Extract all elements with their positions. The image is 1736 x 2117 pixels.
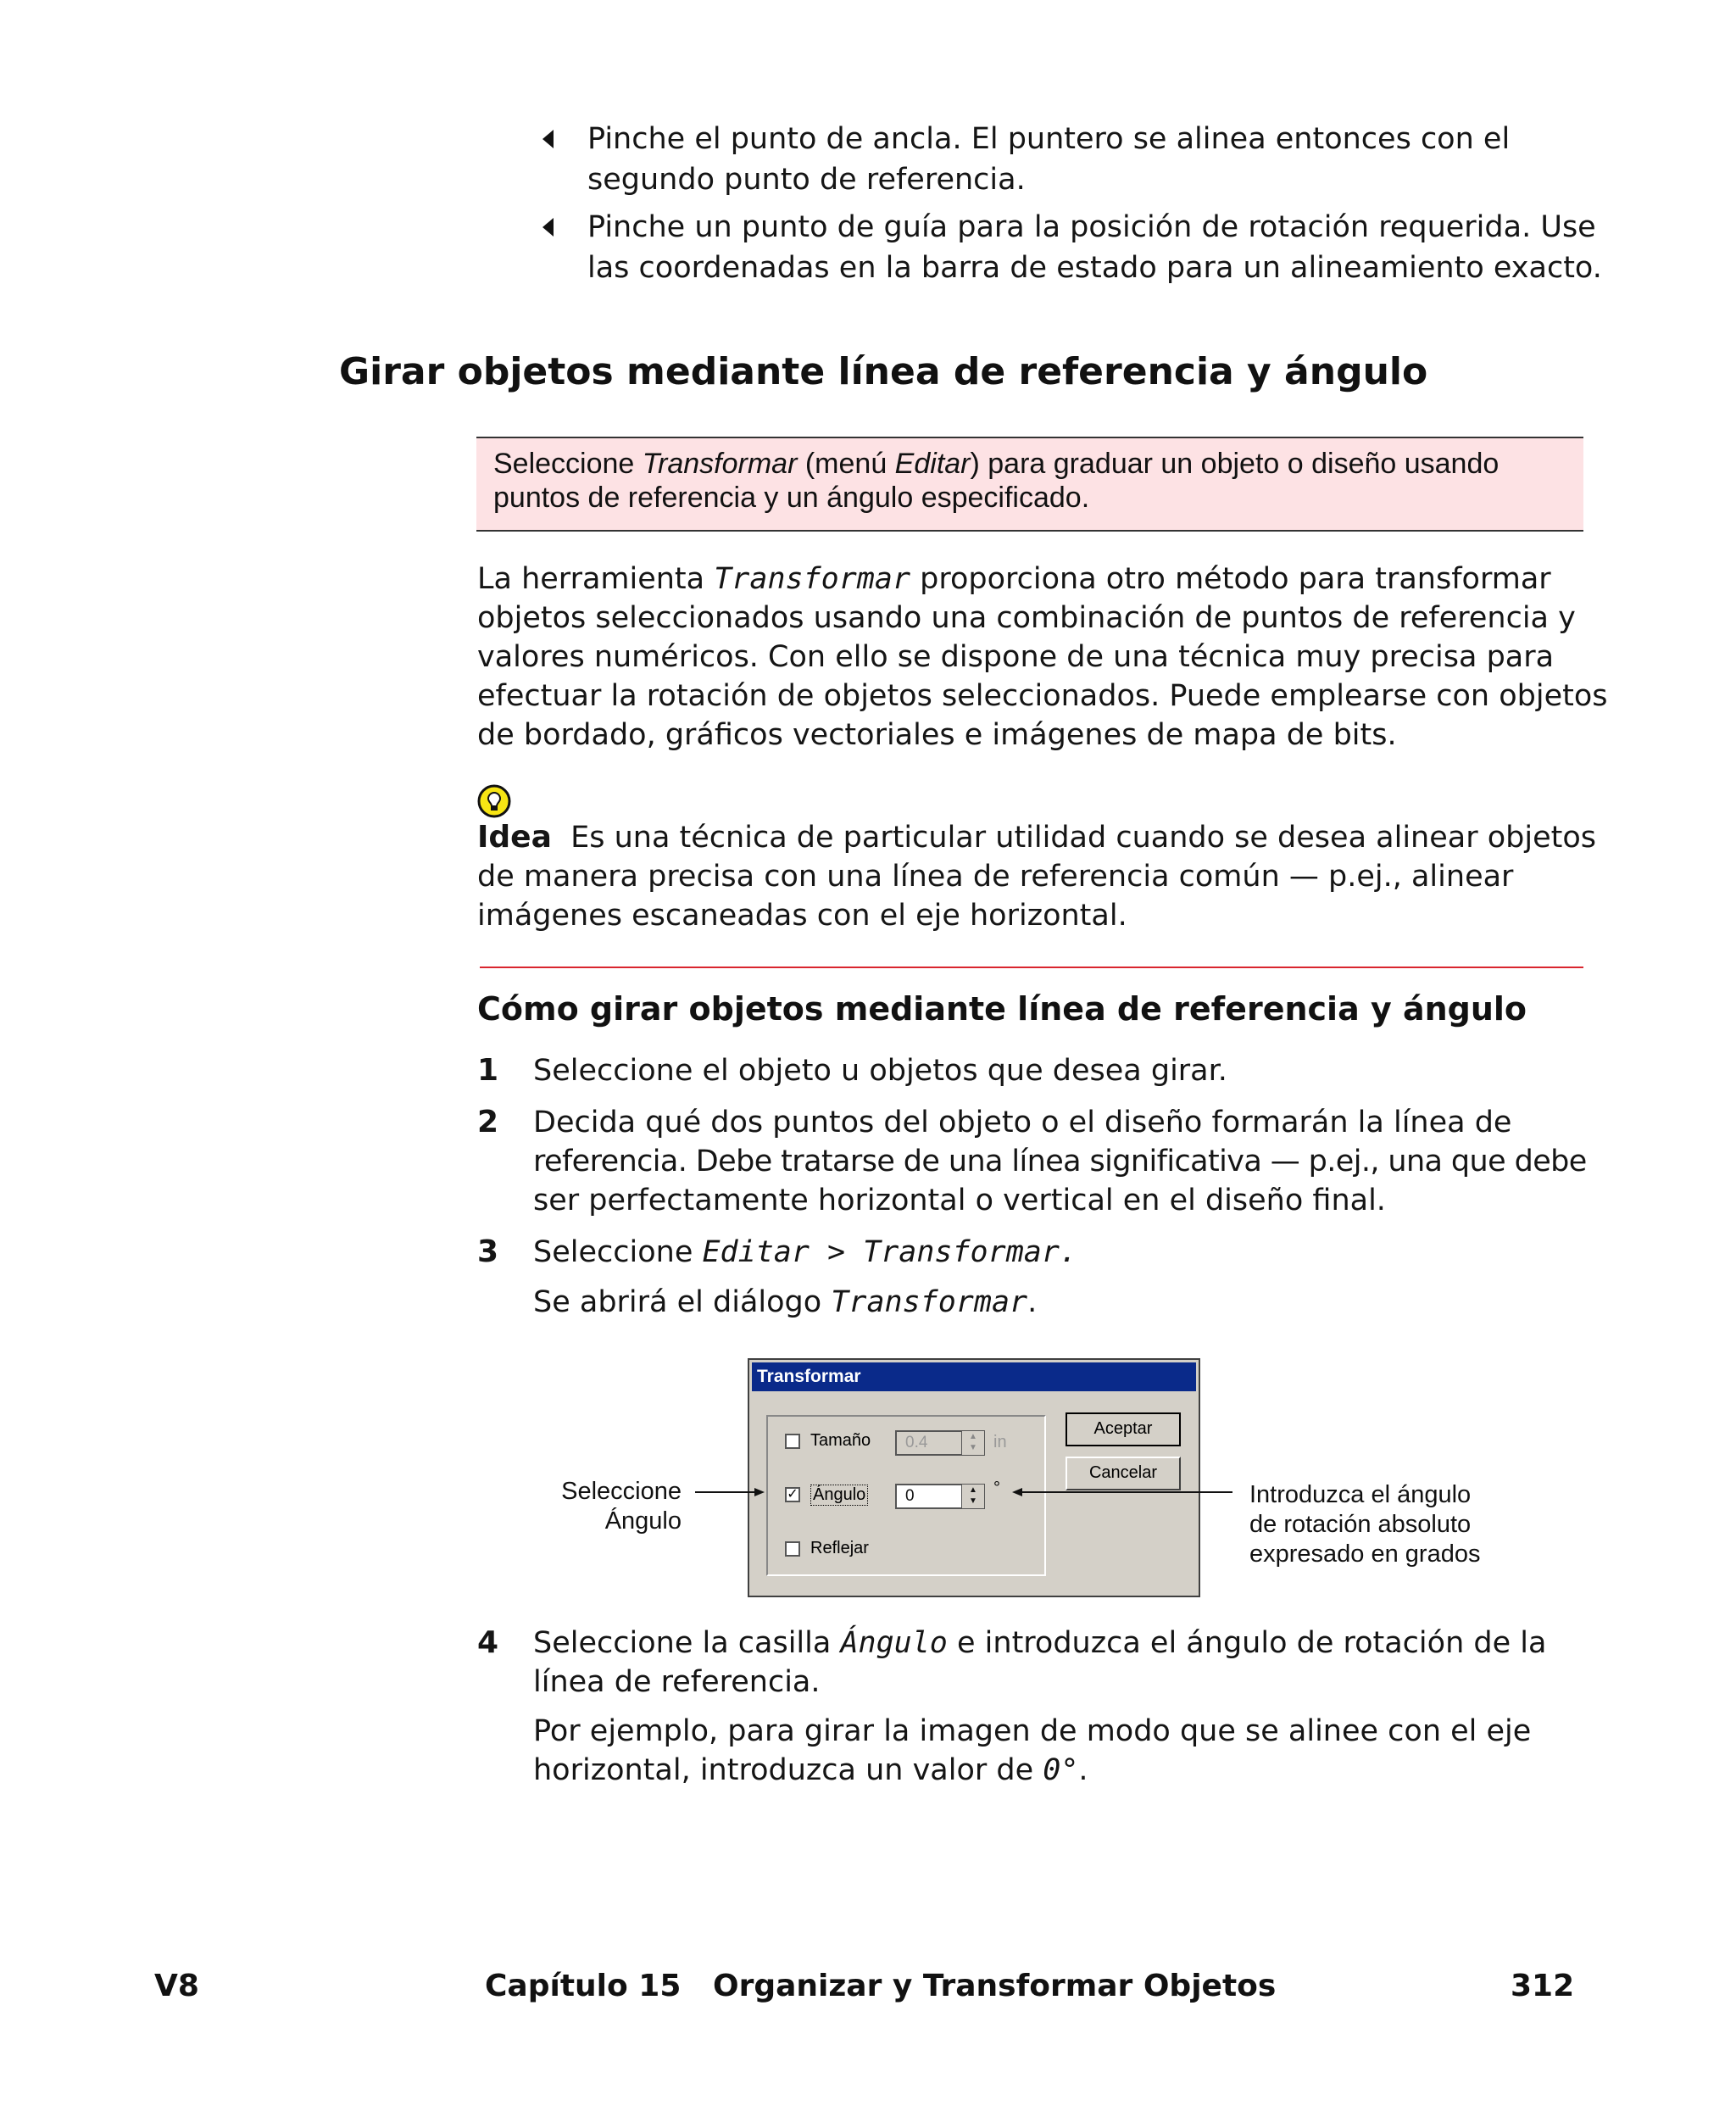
callout-left: [509, 1477, 682, 1536]
size-label: Tamaño: [810, 1431, 871, 1450]
intro-italic-tool: Transformar: [714, 562, 911, 596]
step-text-plain: horizontal, introduzca un valor de: [533, 1753, 1043, 1787]
footer-page-number: 312: [1511, 1969, 1575, 2003]
step-number: 4: [477, 1625, 499, 1660]
angle-spinner[interactable]: ▲ ▼: [961, 1484, 985, 1509]
callout-left-line: Seleccione: [561, 1478, 682, 1505]
note-box: [476, 437, 1583, 532]
intro-line: objetos seleccionados usando una combinación de puntos de referencia y: [477, 601, 1576, 635]
step-line: Por ejemplo, para girar la imagen de modo que se alinee con el eje: [533, 1714, 1532, 1748]
idea-line: [477, 818, 1596, 857]
step-1: [477, 1051, 1605, 1090]
angle-label: Ángulo: [810, 1485, 868, 1506]
step-text-plain: .: [1027, 1285, 1038, 1319]
idea-line: de manera precisa con una línea de referencia común — p.ej., alinear: [477, 860, 1514, 894]
size-input[interactable]: 0.4: [895, 1430, 963, 1456]
howto-title: Cómo girar objetos mediante línea de referencia y ángulo: [477, 990, 1527, 1028]
note-italic-transformar: Transformar: [642, 448, 798, 480]
callout-right: [1249, 1480, 1480, 1569]
intro-text: proporciona otro método para transformar: [910, 562, 1551, 596]
note-italic-editar: Editar: [894, 448, 971, 480]
step-text-plain: Seleccione: [533, 1235, 703, 1269]
size-checkbox[interactable]: [785, 1434, 800, 1449]
footer-chapter: Capítulo 15 Organizar y Transformar Objetos: [485, 1969, 1277, 2003]
step-line: [533, 1751, 1593, 1790]
step-line: [533, 1233, 1593, 1272]
footer-version: V8: [154, 1969, 199, 2003]
step-line: [533, 1283, 1593, 1322]
callout-left-line: Ángulo: [604, 1507, 682, 1535]
step-4: [477, 1624, 1605, 1793]
bullet-arrow-icon: [542, 218, 554, 237]
step-line: referencia. Debe tratarse de una línea significativa — p.ej., una que debe: [533, 1145, 1587, 1178]
transform-dialog: [748, 1358, 1200, 1597]
bullet-text-line: segundo punto de referencia.: [587, 163, 1026, 197]
callout-right-line: de rotación absoluto: [1249, 1511, 1472, 1538]
idea-line: imágenes escaneadas con el eje horizontal.: [477, 899, 1127, 933]
note-text: ) para graduar un objeto o diseño usando: [970, 448, 1500, 480]
note-line-2: puntos de referencia y un ángulo especificado.: [493, 482, 1090, 514]
bullet-text-line: las coordenadas en la barra de estado para un alineamiento exacto.: [587, 251, 1602, 285]
angle-checkbox[interactable]: ✓: [785, 1487, 800, 1502]
angle-input[interactable]: 0: [895, 1484, 963, 1509]
note-text: (menú: [797, 448, 895, 480]
intro-line: de bordado, gráficos vectoriales e imágenes de mapa de bits.: [477, 718, 1397, 752]
step-italic-dialog: Transformar: [831, 1285, 1028, 1319]
step-line: línea de referencia.: [533, 1665, 821, 1699]
angle-unit: °: [993, 1479, 1000, 1497]
intro-line: [477, 560, 1596, 599]
step-text: [533, 1233, 1593, 1322]
idea-text: Es una técnica de particular utilidad cuando se desea alinear objetos: [570, 821, 1596, 855]
cancel-button[interactable]: Cancelar: [1066, 1457, 1181, 1490]
step-text: [533, 1624, 1593, 1790]
step-text: [533, 1103, 1593, 1220]
intro-paragraph: [477, 560, 1608, 755]
idea-label: Idea: [477, 820, 552, 855]
step-number: 3: [477, 1234, 499, 1269]
callout-arrows: [687, 1479, 1238, 1505]
section-title: Girar objetos mediante línea de referencia y ángulo: [339, 350, 1428, 393]
mirror-label: Reflejar: [810, 1539, 869, 1557]
mirror-checkbox[interactable]: [785, 1541, 800, 1557]
step-text-plain: .: [1078, 1753, 1088, 1787]
size-unit: in: [993, 1433, 1007, 1451]
note-text: Seleccione: [493, 448, 643, 480]
intro-line: valores numéricos. Con ello se dispone de una técnica muy precisa para: [477, 640, 1555, 674]
bullet-item: [542, 120, 1611, 201]
step-text-plain: Seleccione la casilla: [533, 1626, 841, 1660]
step-2: [477, 1103, 1605, 1222]
section-divider: [480, 967, 1583, 968]
step-text-plain: Se abrirá el diálogo: [533, 1285, 832, 1319]
step-3: [477, 1233, 1605, 1326]
size-spinner[interactable]: ▲ ▼: [961, 1430, 985, 1456]
step-menu-path: Editar > Transformar.: [702, 1235, 1077, 1269]
callout-right-line: Introduzca el ángulo: [1249, 1481, 1472, 1508]
lightbulb-icon: [477, 784, 511, 822]
step-line: ser perfectamente horizontal o vertical en el diseño final.: [533, 1184, 1386, 1217]
bullet-arrow-icon: [542, 130, 554, 148]
step-text-plain: e introduzca el ángulo de rotación de la: [947, 1626, 1547, 1660]
bullet-item: [542, 208, 1611, 289]
intro-text: La herramienta: [477, 562, 715, 596]
step-italic-angle: Ángulo: [840, 1626, 948, 1660]
idea-paragraph: [477, 818, 1596, 935]
step-italic-value: 0°: [1043, 1753, 1079, 1787]
step-text: Seleccione el objeto u objetos que desea girar.: [533, 1054, 1227, 1088]
bullet-text-line: Pinche el punto de ancla. El puntero se alinea entonces con el: [587, 122, 1511, 156]
dialog-title: Transformar: [752, 1362, 1196, 1391]
note-line-1: [493, 447, 1566, 481]
callout-right-line: expresado en grados: [1249, 1540, 1481, 1568]
intro-line: efectuar la rotación de objetos seleccionados. Puede emplearse con objetos: [477, 679, 1608, 713]
step-line: Decida qué dos puntos del objeto o el diseño formarán la línea de: [533, 1106, 1512, 1139]
step-number: 1: [477, 1053, 499, 1088]
step-line: [533, 1624, 1593, 1663]
step-number: 2: [477, 1105, 499, 1139]
ok-button[interactable]: Aceptar: [1066, 1412, 1181, 1446]
bullet-text-line: Pinche un punto de guía para la posición de rotación requerida. Use: [587, 210, 1596, 244]
